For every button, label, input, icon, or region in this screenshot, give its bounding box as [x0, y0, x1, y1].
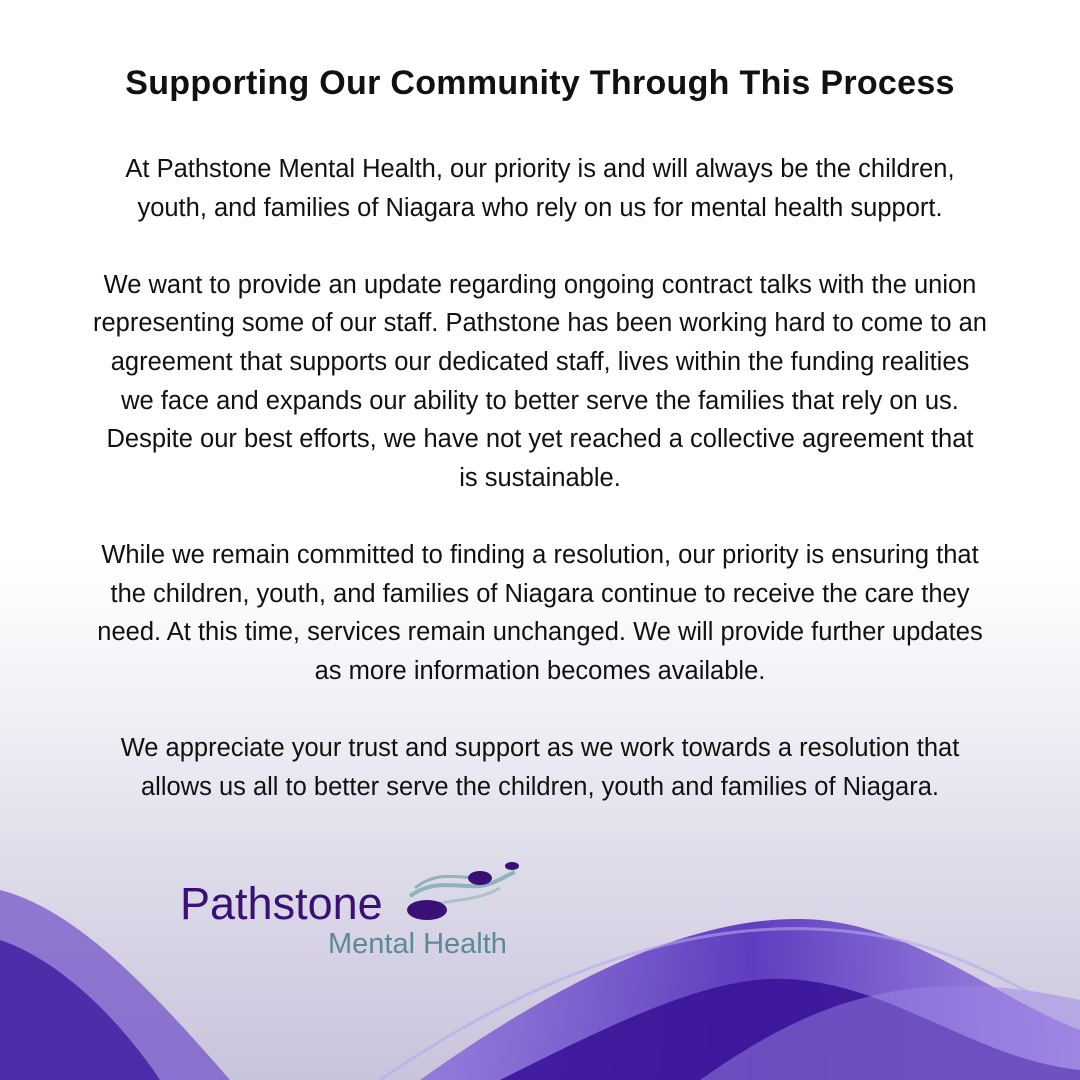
text-line: Despite our best efforts, we have not yet reached a collective agreement that [106, 425, 974, 454]
text-line: representing some of our staff. Pathstone has been working hard to come to an [93, 309, 987, 338]
text-line: need. At this time, services remain unchanged. We will provide further updates [97, 618, 983, 647]
text-line: While we remain committed to finding a resolution, our priority is ensuring that [101, 540, 979, 569]
text-line: We appreciate your trust and support as we work towards a resolution that [120, 733, 960, 762]
text-line: allows us all to better serve the children, youth and families of Niagara. [141, 772, 939, 801]
paragraph-services [0, 536, 1080, 690]
logo-name: Pathstone [180, 878, 383, 929]
text-line: youth, and families of Niagara who rely on us for mental health support. [137, 193, 943, 222]
logo-swirl-icon [405, 858, 525, 928]
pathstone-logo [180, 858, 530, 968]
text-line: the children, youth, and families of Niagara continue to receive the care they [110, 579, 970, 608]
message-body [0, 150, 1080, 845]
text-line: as more information becomes available. [314, 656, 766, 685]
text-line: At Pathstone Mental Health, our priority is and will always be the children, [125, 155, 955, 183]
page-title: Supporting Our Community Through This Process [125, 64, 955, 102]
decorative-waves [0, 830, 1080, 1080]
text-line: we face and expands our ability to better serve the families that rely on us. [121, 386, 959, 415]
text-line: agreement that supports our dedicated staff, lives within the funding realities [110, 347, 970, 376]
text-line: is sustainable. [459, 463, 621, 492]
paragraph-update [0, 266, 1080, 498]
paragraph-intro [0, 150, 1080, 227]
text-line: We want to provide an update regarding ongoing contract talks with the union [103, 270, 977, 299]
paragraph-closing [0, 729, 1080, 806]
logo-subtitle: Mental Health [328, 928, 507, 960]
